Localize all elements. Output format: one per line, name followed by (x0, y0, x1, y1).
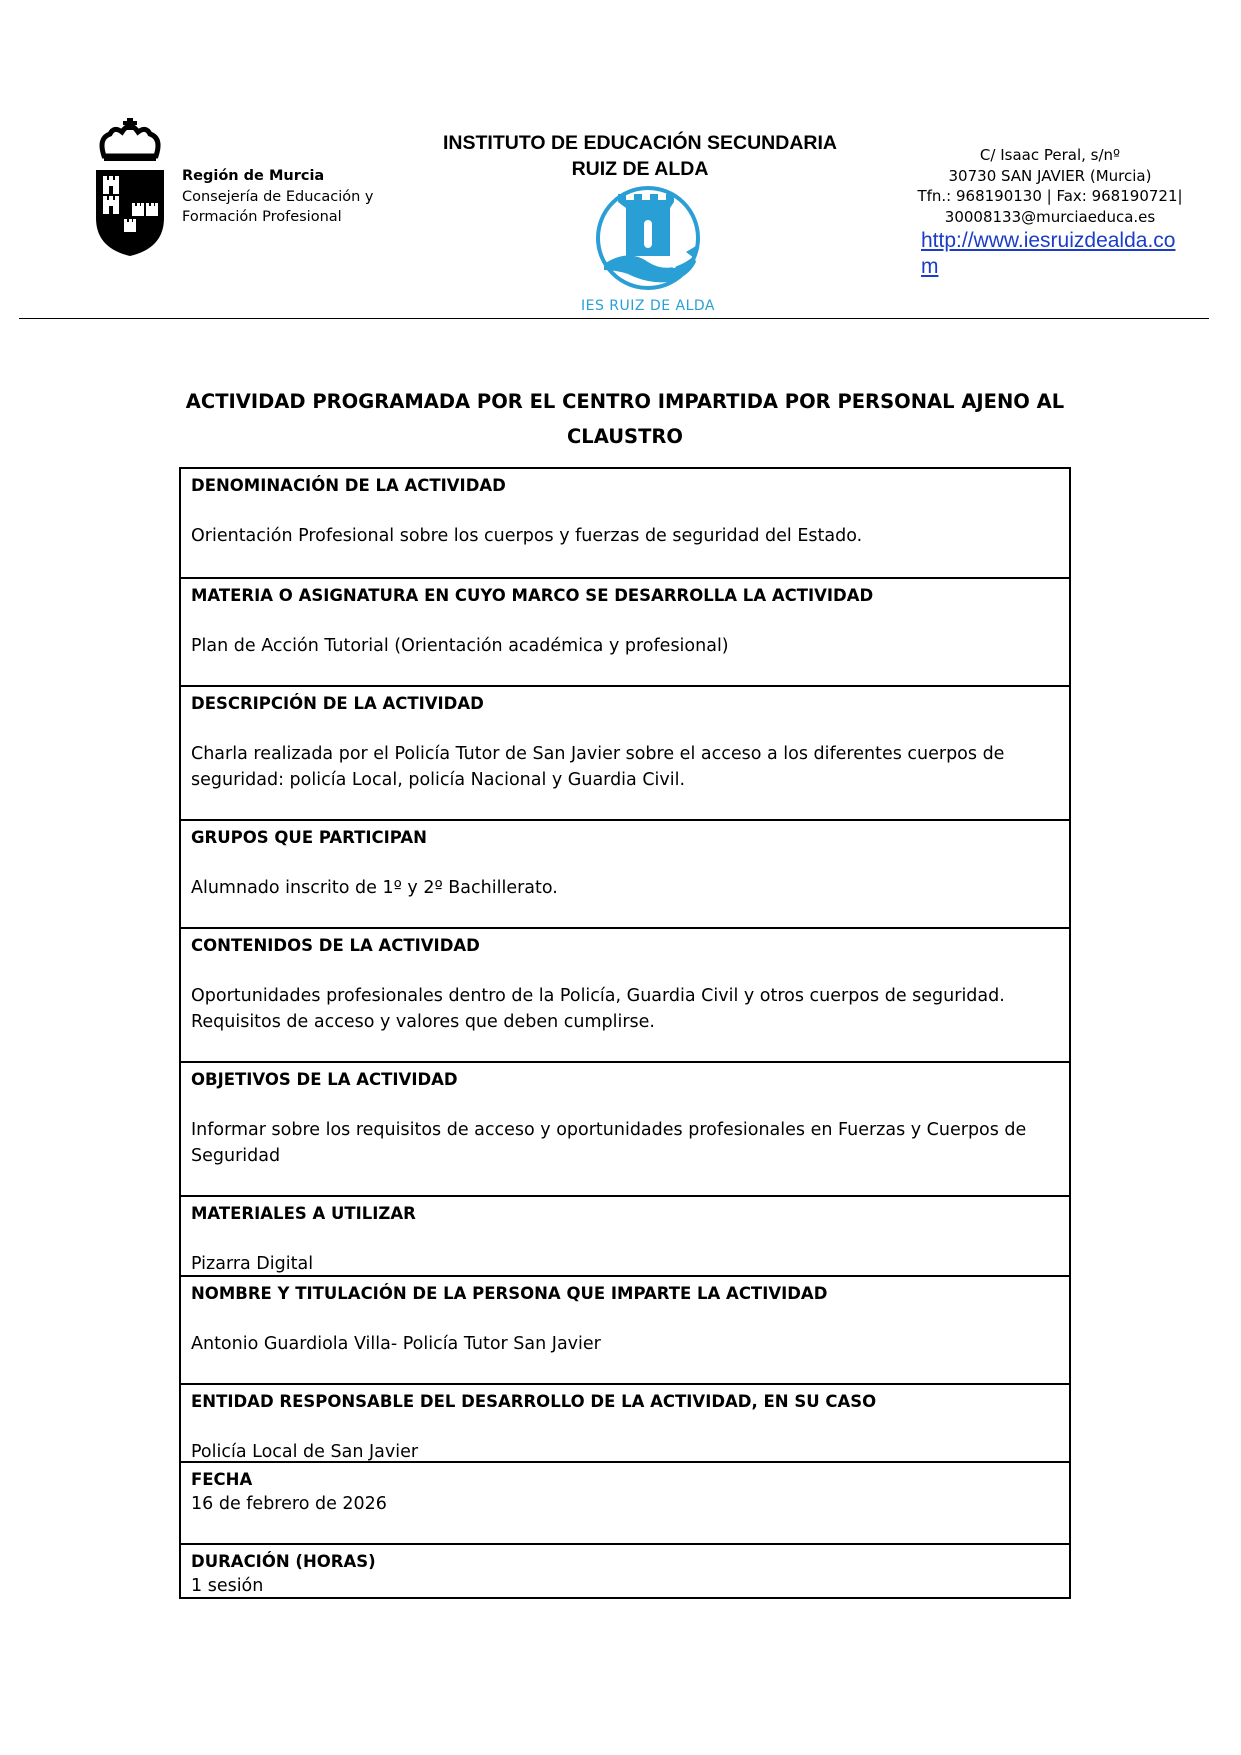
row-label: NOMBRE Y TITULACIÓN DE LA PERSONA QUE IMPARTE LA ACTIVIDAD (191, 1284, 828, 1303)
row-label: MATERIA O ASIGNATURA EN CUYO MARCO SE DESARROLLA LA ACTIVIDAD (191, 586, 874, 605)
row-label: DENOMINACIÓN DE LA ACTIVIDAD (191, 476, 506, 495)
address-phone-fax: Tfn.: 968190130 | Fax: 968190721| (917, 187, 1183, 205)
form-row-materia (181, 577, 1069, 685)
row-label: ENTIDAD RESPONSABLE DEL DESARROLLO DE LA ACTIVIDAD, EN SU CASO (191, 1392, 877, 1411)
row-value: Informar sobre los requisitos de acceso y oportunidades profesionales en Fuerzas y Cuerpos de Seguridad (191, 1120, 1027, 1166)
region-name: Región de Murcia (182, 168, 325, 184)
form-row-materiales (181, 1195, 1069, 1275)
row-value: Alumnado inscrito de 1º y 2º Bachillerato. (191, 878, 558, 898)
row-value: Charla realizada por el Policía Tutor de San Javier sobre el acceso a los diferentes cuerpos de seguridad: policía Local, policía Nacional y Guardia Civil. (191, 744, 1005, 790)
school-title (400, 130, 880, 182)
address-block (900, 145, 1200, 227)
row-value: Policía Local de San Javier (191, 1442, 419, 1462)
form-row-entidad (181, 1383, 1069, 1461)
form-row-denominacion (181, 469, 1069, 577)
row-value: Pizarra Digital (191, 1254, 314, 1274)
form-row-objetivos (181, 1061, 1069, 1195)
region-department-line2: Formación Profesional (182, 209, 342, 225)
region-department-line1: Consejería de Educación y (182, 188, 374, 205)
school-title-line2: RUIZ DE ALDA (571, 158, 709, 180)
form-row-descripcion (181, 685, 1069, 819)
row-label: FECHA (191, 1470, 253, 1489)
row-value: Orientación Profesional sobre los cuerpos y fuerzas de seguridad del Estado. (191, 526, 863, 546)
activity-form-table (179, 467, 1071, 1599)
form-row-grupos (181, 819, 1069, 927)
header-divider (19, 318, 1209, 319)
row-label: DESCRIPCIÓN DE LA ACTIVIDAD (191, 694, 484, 713)
row-label: OBJETIVOS DE LA ACTIVIDAD (191, 1070, 458, 1089)
row-value: 16 de febrero de 2026 (191, 1494, 387, 1514)
row-label: GRUPOS QUE PARTICIPAN (191, 828, 427, 847)
row-label: DURACIÓN (HORAS) (191, 1552, 376, 1571)
form-row-contenidos (181, 927, 1069, 1061)
row-value: Antonio Guardiola Villa- Policía Tutor San Javier (191, 1334, 601, 1354)
row-label: CONTENIDOS DE LA ACTIVIDAD (191, 936, 480, 955)
document-title: ACTIVIDAD PROGRAMADA POR EL CENTRO IMPARTIDA POR PERSONAL AJENO AL CLAUSTRO (185, 390, 1065, 448)
school-title-line1: INSTITUTO DE EDUCACIÓN SECUNDARIA (443, 132, 837, 154)
row-value: Plan de Acción Tutorial (Orientación académica y profesional) (191, 636, 729, 656)
row-value: Oportunidades profesionales dentro de la Policía, Guardia Civil y otros cuerpos de seguridad. Requisitos de acceso y valores que deben cumplirse. (191, 986, 1005, 1032)
form-row-duracion (181, 1543, 1069, 1597)
region-block (182, 166, 374, 228)
ies-ruiz-de-alda-logo-icon (578, 186, 718, 320)
address-city: 30730 SAN JAVIER (Murcia) (948, 166, 1152, 185)
region-murcia-coat-of-arms-icon (94, 118, 166, 258)
website-link[interactable]: http://www.iesruizdealda.com (921, 229, 1176, 278)
logo-text: IES RUIZ DE ALDA (580, 298, 716, 314)
address-street: C/ Isaac Peral, s/nº (979, 146, 1121, 164)
form-row-fecha (181, 1461, 1069, 1543)
row-label: MATERIALES A UTILIZAR (191, 1204, 416, 1223)
form-row-persona (181, 1275, 1069, 1383)
row-value: 1 sesión (191, 1576, 264, 1596)
address-email: 30008133@murciaeduca.es (944, 207, 1156, 226)
